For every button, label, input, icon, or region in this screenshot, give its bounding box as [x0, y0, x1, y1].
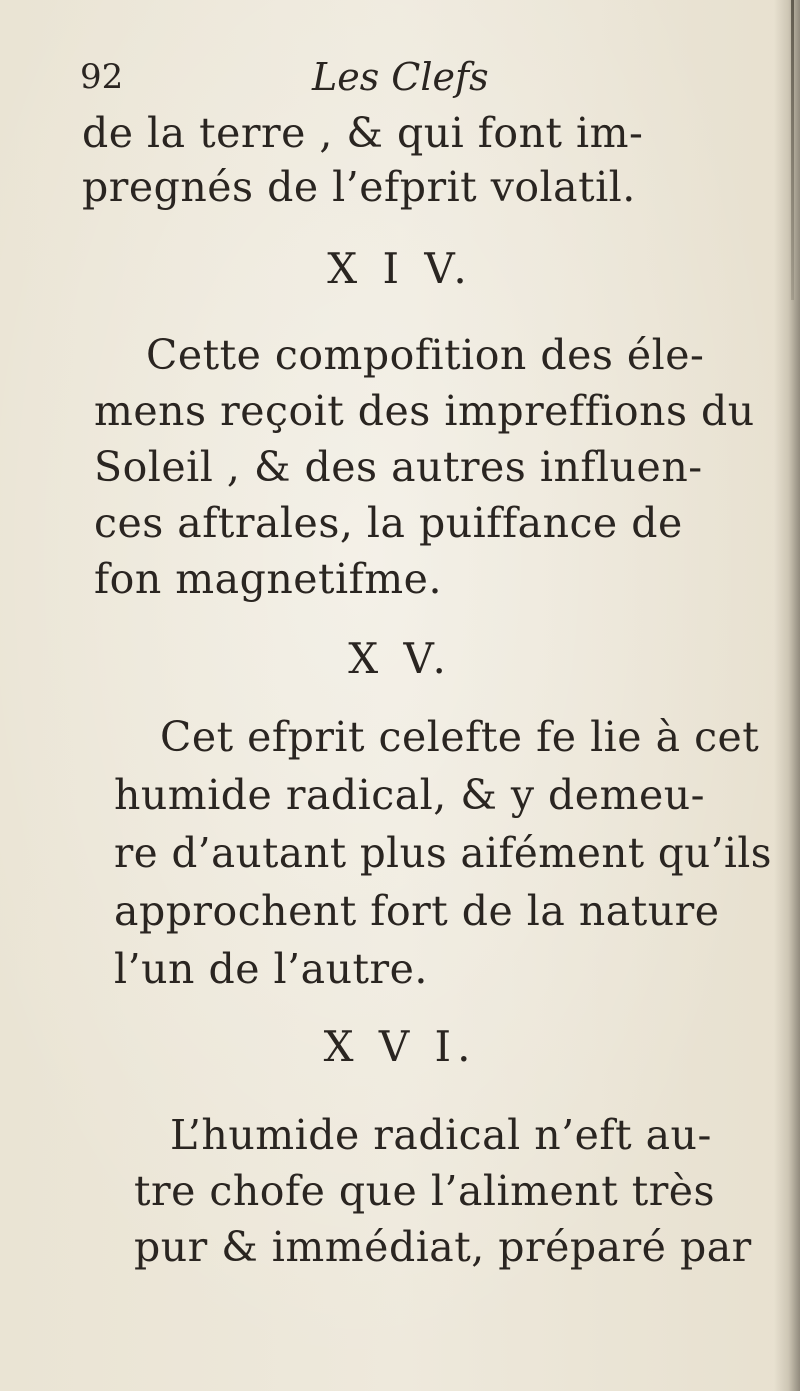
text-line: pur & immédiat, préparé par	[134, 1223, 752, 1271]
text-line: l’un de l’autre.	[114, 945, 428, 993]
text-line: L’humide radical n’eft au-	[170, 1111, 712, 1159]
text-line: Soleil , & des autres influen-	[94, 443, 703, 491]
text-line: fon magnetifme.	[94, 555, 442, 603]
text-line: re d’autant plus aifément qu’ils	[114, 829, 773, 877]
text-line: ces aftrales, la puiffance de	[94, 499, 683, 547]
page-number: 92	[80, 57, 124, 97]
text-line: pregnés de l’efprit volatil.	[82, 163, 636, 211]
text-line: de la terre , & qui font im-	[82, 109, 644, 157]
text-line: Cet efprit celefte fe lie à cet	[160, 713, 760, 761]
text-line: mens reçoit des impreffions du	[94, 387, 755, 435]
section-heading: X V.	[348, 634, 452, 683]
section-heading: X V I.	[323, 1022, 477, 1071]
text-line: humide radical, & y demeu-	[114, 771, 705, 819]
text-line: Cette compofition des éle-	[146, 331, 705, 379]
running-head	[0, 52, 800, 102]
text-line: tre chofe que l’aliment très	[134, 1167, 716, 1215]
section-heading: X I V.	[327, 244, 473, 293]
running-title: Les Clefs	[312, 55, 489, 99]
page-edge-shadow	[774, 0, 800, 1391]
text-line: approchent fort de la nature	[114, 887, 720, 935]
